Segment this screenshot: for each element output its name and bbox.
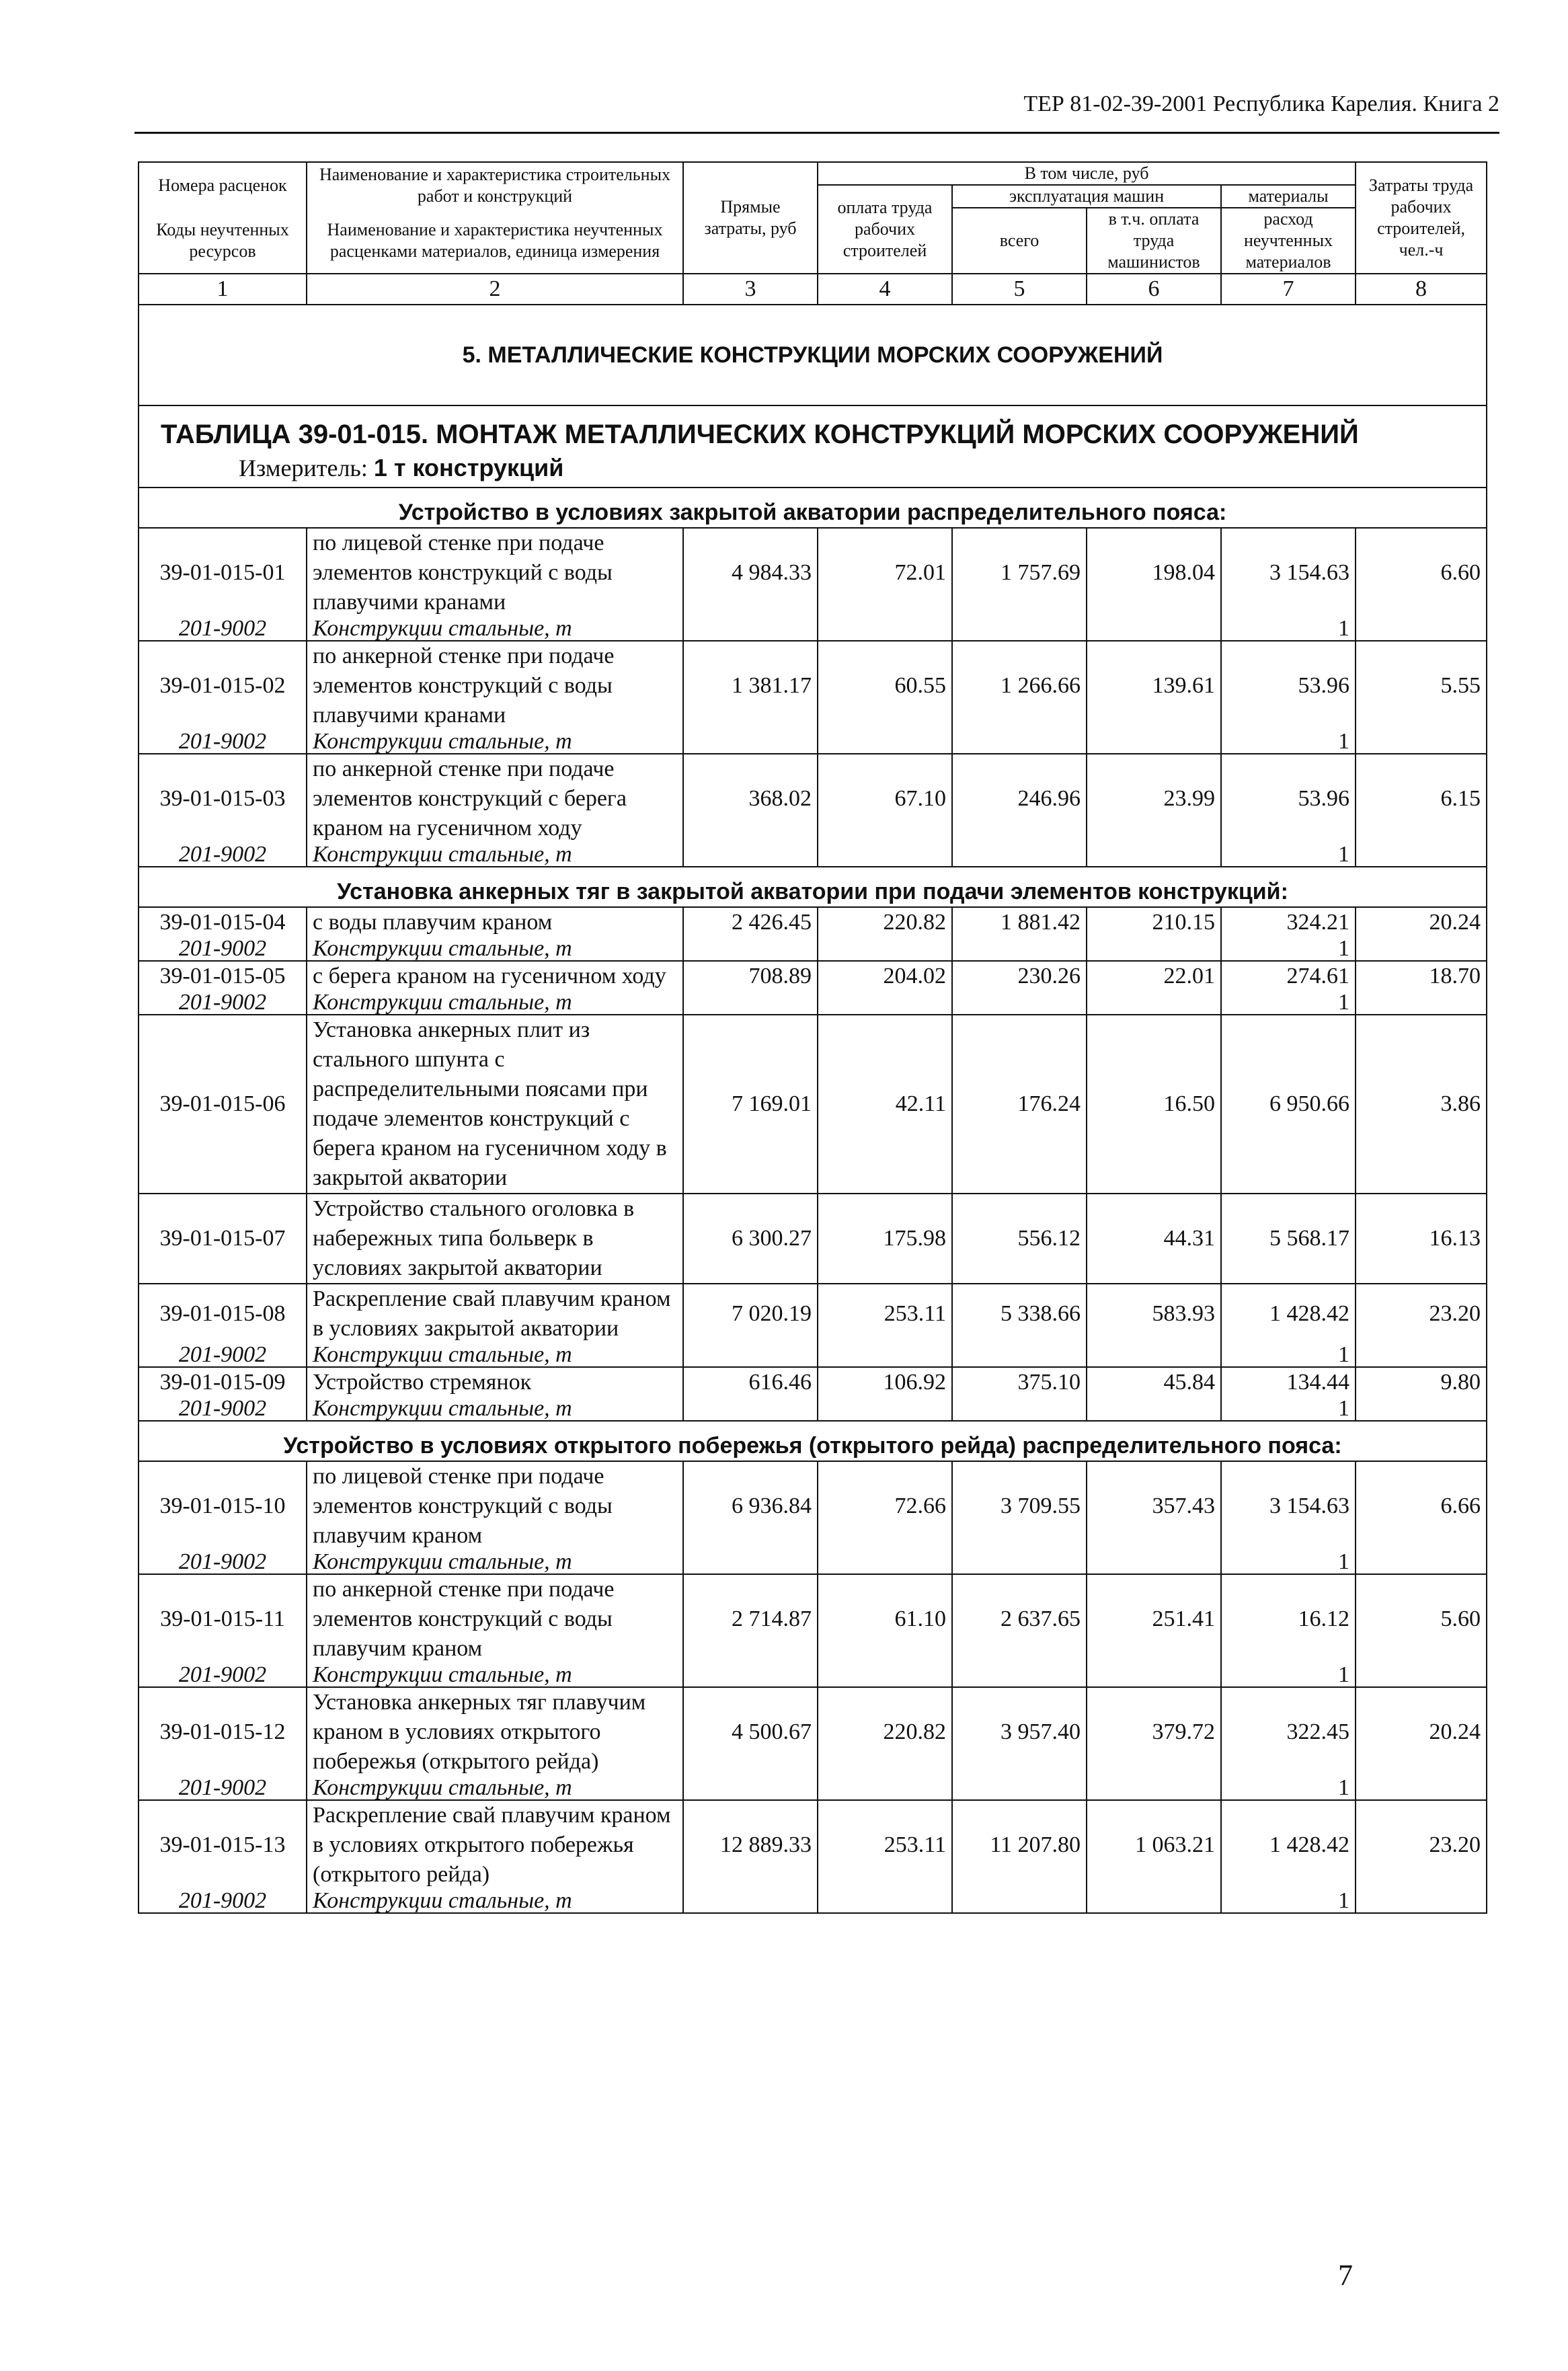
empty-cell — [952, 1664, 1087, 1687]
table-row — [139, 1015, 1487, 1194]
machines-wage-value: 251.41 — [1087, 1574, 1221, 1664]
resource-name: Конструкции стальные, т — [307, 1664, 683, 1687]
empty-cell — [818, 1890, 952, 1913]
resource-name: Конструкции стальные, т — [307, 937, 683, 961]
table-row — [139, 1194, 1487, 1284]
work-description: Установка анкерных тяг плавучим краном в условиях открытого побережья (открытого рейда) — [307, 1687, 683, 1777]
resource-row — [139, 1551, 1487, 1574]
empty-cell — [1356, 1397, 1487, 1421]
labor-wage-value: 106.92 — [818, 1367, 952, 1397]
rate-code: 39-01-015-01 — [139, 528, 307, 617]
empty-cell — [818, 1551, 952, 1574]
empty-cell — [952, 730, 1087, 754]
empty-cell — [1087, 1664, 1221, 1687]
column-number: 5 — [952, 274, 1087, 305]
empty-cell — [1087, 730, 1221, 754]
work-description: по лицевой стенке при подаче элементов конструкций с воды плавучими кранами — [307, 528, 683, 617]
labor-wage-value: 42.11 — [818, 1015, 952, 1194]
resource-code: 201-9002 — [139, 1344, 307, 1367]
labor-wage-value: 61.10 — [818, 1574, 952, 1664]
resource-quantity: 1 — [1221, 1777, 1356, 1800]
header-code-sub: Коды неучтенных ресурсов — [139, 208, 307, 274]
machines-wage-value: 210.15 — [1087, 907, 1221, 937]
empty-cell — [683, 991, 818, 1015]
header-row-1 — [139, 162, 1487, 185]
rate-code: 39-01-015-03 — [139, 754, 307, 843]
labor-wage-value: 220.82 — [818, 1687, 952, 1777]
resource-quantity: 1 — [1221, 991, 1356, 1015]
resource-quantity: 1 — [1221, 1664, 1356, 1687]
column-number: 7 — [1221, 274, 1356, 305]
labor-wage-value: 253.11 — [818, 1284, 952, 1344]
empty-cell — [952, 1551, 1087, 1574]
labor-cost-value: 6.66 — [1356, 1461, 1487, 1551]
resource-code: 201-9002 — [139, 730, 307, 754]
table-row — [139, 961, 1487, 991]
labor-cost-value: 20.24 — [1356, 1687, 1487, 1777]
document-reference: ТЕР 81-02-39-2001 Республика Карелия. Книга 2 — [1023, 91, 1499, 116]
column-number: 8 — [1356, 274, 1487, 305]
resource-quantity: 1 — [1221, 1397, 1356, 1421]
direct-costs-value: 4 984.33 — [683, 528, 818, 617]
table-row — [139, 1800, 1487, 1890]
resource-name: Конструкции стальные, т — [307, 1890, 683, 1913]
machines-total-value: 375.10 — [952, 1367, 1087, 1397]
rate-code: 39-01-015-04 — [139, 907, 307, 937]
resource-quantity: 1 — [1221, 1890, 1356, 1913]
empty-cell — [1356, 1777, 1487, 1800]
empty-cell — [1087, 1551, 1221, 1574]
machines-total-value: 1 881.42 — [952, 907, 1087, 937]
table-title-cell — [139, 405, 1487, 488]
materials-value: 324.21 — [1221, 907, 1356, 937]
table-title-row — [139, 405, 1487, 488]
rate-code: 39-01-015-05 — [139, 961, 307, 991]
resource-quantity: 1 — [1221, 843, 1356, 867]
table-row — [139, 1687, 1487, 1777]
resource-name: Конструкции стальные, т — [307, 1344, 683, 1367]
column-number: 4 — [818, 274, 952, 305]
resource-name: Конструкции стальные, т — [307, 730, 683, 754]
direct-costs-value: 12 889.33 — [683, 1800, 818, 1890]
resource-quantity: 1 — [1221, 1551, 1356, 1574]
labor-wage-value: 175.98 — [818, 1194, 952, 1284]
resource-quantity: 1 — [1221, 937, 1356, 961]
work-description: по анкерной стенке при подаче элементов конструкций с воды плавучими кранами — [307, 641, 683, 730]
materials-value: 274.61 — [1221, 961, 1356, 991]
empty-cell — [683, 1551, 818, 1574]
subsection-title: Установка анкерных тяг в закрытой акватории при подачи элементов конструкций: — [139, 867, 1487, 907]
rate-code: 39-01-015-08 — [139, 1284, 307, 1344]
empty-cell — [818, 1664, 952, 1687]
machines-wage-value: 16.50 — [1087, 1015, 1221, 1194]
labor-cost-value: 6.60 — [1356, 528, 1487, 617]
resource-row — [139, 1890, 1487, 1913]
materials-value: 1 428.42 — [1221, 1284, 1356, 1344]
column-number: 1 — [139, 274, 307, 305]
empty-cell — [952, 843, 1087, 867]
materials-value: 16.12 — [1221, 1574, 1356, 1664]
direct-costs-value: 7 169.01 — [683, 1015, 818, 1194]
machines-wage-value: 22.01 — [1087, 961, 1221, 991]
empty-cell — [683, 617, 818, 641]
meter-label: Измеритель: — [239, 455, 368, 481]
resource-code: 201-9002 — [139, 1890, 307, 1913]
empty-cell — [818, 617, 952, 641]
header-including: В том числе, руб — [818, 162, 1356, 185]
materials-value: 3 154.63 — [1221, 528, 1356, 617]
rates-table-body — [139, 162, 1487, 1913]
rate-code: 39-01-015-06 — [139, 1015, 307, 1194]
resource-row — [139, 937, 1487, 961]
empty-cell — [1087, 1397, 1221, 1421]
machines-wage-value: 1 063.21 — [1087, 1800, 1221, 1890]
work-description: Устройство стального оголовка в набережных типа больверк в условиях закрытой акватории — [307, 1194, 683, 1284]
resource-quantity: 1 — [1221, 617, 1356, 641]
materials-value: 3 154.63 — [1221, 1461, 1356, 1551]
resource-name: Конструкции стальные, т — [307, 991, 683, 1015]
empty-cell — [1356, 617, 1487, 641]
empty-cell — [1356, 843, 1487, 867]
direct-costs-value: 616.46 — [683, 1367, 818, 1397]
labor-cost-value: 3.86 — [1356, 1015, 1487, 1194]
resource-name: Конструкции стальные, т — [307, 1551, 683, 1574]
empty-cell — [952, 617, 1087, 641]
empty-cell — [1356, 1890, 1487, 1913]
empty-cell — [1087, 843, 1221, 867]
labor-cost-value: 5.60 — [1356, 1574, 1487, 1664]
machines-wage-value: 357.43 — [1087, 1461, 1221, 1551]
subsection-row — [139, 488, 1487, 528]
empty-cell — [952, 1397, 1087, 1421]
table-row — [139, 528, 1487, 617]
labor-wage-value: 204.02 — [818, 961, 952, 991]
machines-wage-value: 198.04 — [1087, 528, 1221, 617]
header-materials-unaccounted: расход неучтенных материалов — [1221, 208, 1356, 274]
header-direct-costs: Прямые затраты, руб — [683, 162, 818, 274]
empty-cell — [683, 730, 818, 754]
empty-cell — [818, 937, 952, 961]
labor-cost-value: 20.24 — [1356, 907, 1487, 937]
labor-cost-value: 6.15 — [1356, 754, 1487, 843]
resource-code: 201-9002 — [139, 617, 307, 641]
work-description: Раскрепление свай плавучим краном в условиях закрытой акватории — [307, 1284, 683, 1344]
rate-code: 39-01-015-11 — [139, 1574, 307, 1664]
empty-cell — [952, 1777, 1087, 1800]
resource-code: 201-9002 — [139, 1777, 307, 1800]
machines-total-value: 11 207.80 — [952, 1800, 1087, 1890]
direct-costs-value: 368.02 — [683, 754, 818, 843]
materials-value: 5 568.17 — [1221, 1194, 1356, 1284]
empty-cell — [1356, 991, 1487, 1015]
resource-row — [139, 730, 1487, 754]
resource-row — [139, 1777, 1487, 1800]
resource-row — [139, 991, 1487, 1015]
rate-code: 39-01-015-07 — [139, 1194, 307, 1284]
header-machines-total: всего — [952, 208, 1087, 274]
resource-code: 201-9002 — [139, 1551, 307, 1574]
rates-table — [138, 161, 1487, 1914]
empty-cell — [1087, 1890, 1221, 1913]
labor-cost-value: 18.70 — [1356, 961, 1487, 991]
header-code-title: Номера расценок — [139, 162, 307, 208]
header-labor-wage: оплата труда рабочих строителей — [818, 185, 952, 274]
direct-costs-value: 708.89 — [683, 961, 818, 991]
empty-cell — [683, 843, 818, 867]
column-number: 3 — [683, 274, 818, 305]
empty-cell — [952, 991, 1087, 1015]
materials-value: 134.44 — [1221, 1367, 1356, 1397]
labor-cost-value: 23.20 — [1356, 1800, 1487, 1890]
resource-code: 201-9002 — [139, 991, 307, 1015]
empty-cell — [1356, 1344, 1487, 1367]
header-name-sub: Наименование и характеристика неучтенных расценками материалов, единица измерения — [307, 208, 683, 274]
materials-value: 53.96 — [1221, 641, 1356, 730]
machines-total-value: 556.12 — [952, 1194, 1087, 1284]
empty-cell — [1356, 1551, 1487, 1574]
labor-cost-value: 23.20 — [1356, 1284, 1487, 1344]
machines-total-value: 1 266.66 — [952, 641, 1087, 730]
empty-cell — [818, 1397, 952, 1421]
empty-cell — [818, 843, 952, 867]
header-machines: эксплуатация машин — [952, 185, 1221, 208]
column-number: 2 — [307, 274, 683, 305]
table-row — [139, 1461, 1487, 1551]
work-description: по анкерной стенке при подаче элементов конструкций с берега краном на гусеничном ходу — [307, 754, 683, 843]
meter-value: 1 т конструкций — [373, 454, 564, 481]
table-row — [139, 907, 1487, 937]
header-rule — [134, 132, 1499, 134]
work-description: с берега краном на гусеничном ходу — [307, 961, 683, 991]
column-number-row — [139, 274, 1487, 305]
empty-cell — [818, 1777, 952, 1800]
table-row — [139, 754, 1487, 843]
resource-row — [139, 1664, 1487, 1687]
table-row — [139, 1284, 1487, 1344]
header-materials: материалы — [1221, 185, 1356, 208]
empty-cell — [683, 937, 818, 961]
table-row — [139, 1574, 1487, 1664]
empty-cell — [683, 1777, 818, 1800]
machines-wage-value: 379.72 — [1087, 1687, 1221, 1777]
work-description: по анкерной стенке при подаче элементов конструкций с воды плавучим краном — [307, 1574, 683, 1664]
direct-costs-value: 7 020.19 — [683, 1284, 818, 1344]
empty-cell — [952, 1344, 1087, 1367]
rate-code: 39-01-015-12 — [139, 1687, 307, 1777]
direct-costs-value: 4 500.67 — [683, 1687, 818, 1777]
resource-name: Конструкции стальные, т — [307, 1777, 683, 1800]
machines-total-value: 3 957.40 — [952, 1687, 1087, 1777]
materials-value: 6 950.66 — [1221, 1015, 1356, 1194]
subsection-title: Устройство в условиях закрытой акватории распределительного пояса: — [139, 488, 1487, 528]
machines-wage-value: 44.31 — [1087, 1194, 1221, 1284]
direct-costs-value: 1 381.17 — [683, 641, 818, 730]
resource-name: Конструкции стальные, т — [307, 617, 683, 641]
labor-cost-value: 5.55 — [1356, 641, 1487, 730]
empty-cell — [1087, 991, 1221, 1015]
resource-name: Конструкции стальные, т — [307, 1397, 683, 1421]
resource-row — [139, 1397, 1487, 1421]
labor-wage-value: 72.66 — [818, 1461, 952, 1551]
work-description: с воды плавучим краном — [307, 907, 683, 937]
direct-costs-value: 6 936.84 — [683, 1461, 818, 1551]
empty-cell — [952, 937, 1087, 961]
materials-value: 53.96 — [1221, 754, 1356, 843]
rate-code: 39-01-015-02 — [139, 641, 307, 730]
resource-code: 201-9002 — [139, 1397, 307, 1421]
empty-cell — [1087, 617, 1221, 641]
work-description: по лицевой стенке при подаче элементов конструкций с воды плавучим краном — [307, 1461, 683, 1551]
subsection-title: Устройство в условиях открытого побережья (открытого рейда) распределительного пояса: — [139, 1421, 1487, 1461]
subsection-row — [139, 1421, 1487, 1461]
header-labor-cost: Затраты труда рабочих строителей, чел.-ч — [1356, 162, 1487, 274]
empty-cell — [818, 730, 952, 754]
meter-line — [145, 453, 1481, 483]
empty-cell — [1356, 730, 1487, 754]
table-row — [139, 641, 1487, 730]
empty-cell — [683, 1890, 818, 1913]
machines-total-value: 5 338.66 — [952, 1284, 1087, 1344]
machines-total-value: 176.24 — [952, 1015, 1087, 1194]
rate-code: 39-01-015-09 — [139, 1367, 307, 1397]
direct-costs-value: 6 300.27 — [683, 1194, 818, 1284]
machines-wage-value: 583.93 — [1087, 1284, 1221, 1344]
resource-row — [139, 1344, 1487, 1367]
machines-wage-value: 23.99 — [1087, 754, 1221, 843]
header-name-title: Наименование и характеристика строительных работ и конструкций — [307, 162, 683, 208]
empty-cell — [818, 991, 952, 1015]
page-number: 7 — [1338, 2259, 1353, 2292]
section-title-row — [139, 305, 1487, 405]
machines-total-value: 2 637.65 — [952, 1574, 1087, 1664]
materials-value: 1 428.42 — [1221, 1800, 1356, 1890]
rate-code: 39-01-015-13 — [139, 1800, 307, 1890]
labor-cost-value: 16.13 — [1356, 1194, 1487, 1284]
empty-cell — [952, 1890, 1087, 1913]
empty-cell — [683, 1344, 818, 1367]
work-description: Раскрепление свай плавучим краном в условиях открытого побережья (открытого рейда) — [307, 1800, 683, 1890]
table-title: ТАБЛИЦА 39-01-015. МОНТАЖ МЕТАЛЛИЧЕСКИХ КОНСТРУКЦИЙ МОРСКИХ СООРУЖЕНИЙ — [161, 420, 1359, 449]
empty-cell — [683, 1664, 818, 1687]
empty-cell — [818, 1344, 952, 1367]
materials-value: 322.45 — [1221, 1687, 1356, 1777]
header-machines-wage: в т.ч. оплата труда машинистов — [1087, 208, 1221, 274]
machines-total-value: 230.26 — [952, 961, 1087, 991]
section-title: 5. МЕТАЛЛИЧЕСКИЕ КОНСТРУКЦИИ МОРСКИХ СООРУЖЕНИЙ — [139, 305, 1487, 405]
resource-quantity: 1 — [1221, 1344, 1356, 1367]
table-row — [139, 1367, 1487, 1397]
machines-total-value: 246.96 — [952, 754, 1087, 843]
direct-costs-value: 2 426.45 — [683, 907, 818, 937]
labor-wage-value: 67.10 — [818, 754, 952, 843]
labor-cost-value: 9.80 — [1356, 1367, 1487, 1397]
resource-quantity: 1 — [1221, 730, 1356, 754]
column-number: 6 — [1087, 274, 1221, 305]
empty-cell — [1087, 1344, 1221, 1367]
rate-code: 39-01-015-10 — [139, 1461, 307, 1551]
subsection-row — [139, 867, 1487, 907]
resource-row — [139, 843, 1487, 867]
empty-cell — [1356, 1664, 1487, 1687]
machines-wage-value: 45.84 — [1087, 1367, 1221, 1397]
work-description: Устройство стремянок — [307, 1367, 683, 1397]
empty-cell — [1087, 1777, 1221, 1800]
resource-name: Конструкции стальные, т — [307, 843, 683, 867]
resource-code: 201-9002 — [139, 843, 307, 867]
empty-cell — [1356, 937, 1487, 961]
labor-wage-value: 253.11 — [818, 1800, 952, 1890]
machines-total-value: 3 709.55 — [952, 1461, 1087, 1551]
labor-wage-value: 220.82 — [818, 907, 952, 937]
empty-cell — [683, 1397, 818, 1421]
machines-total-value: 1 757.69 — [952, 528, 1087, 617]
work-description: Установка анкерных плит из стального шпунта с распределительными поясами при подаче элементов конструкций с берега краном на гусеничном ходу в закрытой акватории — [307, 1015, 683, 1194]
empty-cell — [1087, 937, 1221, 961]
resource-row — [139, 617, 1487, 641]
direct-costs-value: 2 714.87 — [683, 1574, 818, 1664]
resource-code: 201-9002 — [139, 1664, 307, 1687]
machines-wage-value: 139.61 — [1087, 641, 1221, 730]
labor-wage-value: 72.01 — [818, 528, 952, 617]
resource-code: 201-9002 — [139, 937, 307, 961]
labor-wage-value: 60.55 — [818, 641, 952, 730]
